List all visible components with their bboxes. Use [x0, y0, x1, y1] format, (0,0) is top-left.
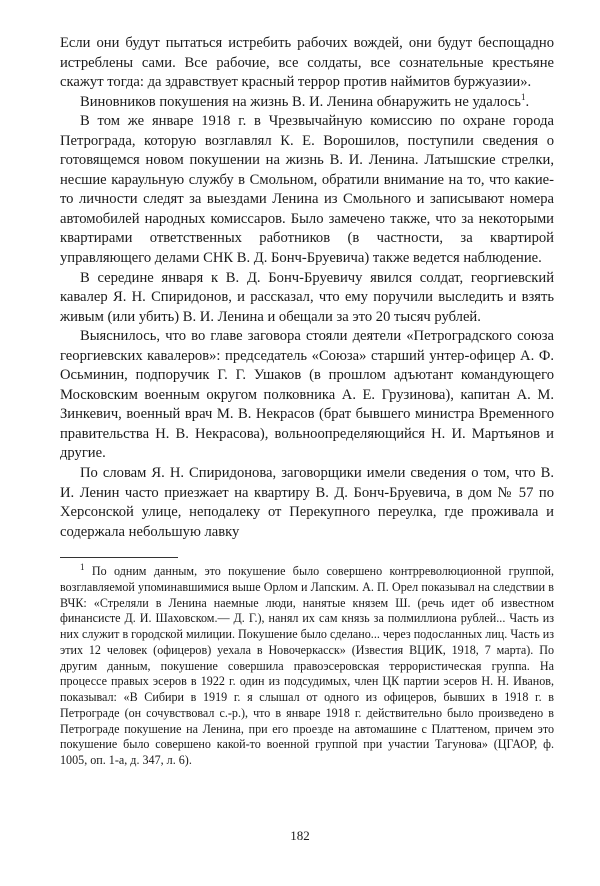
- main-text: [60, 34, 554, 542]
- footnote-text: [60, 564, 554, 769]
- page-number: 182: [290, 828, 310, 843]
- paragraph-2-end: .: [525, 93, 530, 110]
- paragraph-5: Выяснилось, что во главе заговора стояли деятели «Петроградского союза георгиевских кавалеров»: председатель «Союза» старший унтер-офицер А. Ф. Осьминин, подпоручик Г. Г. Ушаков (в прошлом адъютант командующего Московским военным округом полковника А. Е. Грузинова), капитан А. М. Зинкевич, военный врач М. В. Некрасов (брат бывшего министра Временного правительства Н. В. Некрасова), вольноопределяющийся Н. И. Мартьянов и другие.: [60, 328, 554, 462]
- paragraph-6: По словам Я. Н. Спиридонова, заговорщики имели сведения о том, что В. И. Ленин часто приезжает на квартиру В. Д. Бонч-Бруевича, в дом № 57 по Херсонской улице, неподалеку от Перекупного переулка, где проживала и содержала небольшую лавку: [60, 465, 554, 540]
- paragraph-3: В том же январе 1918 г. в Чрезвычайную комиссию по охране города Петрограда, которую возглавлял К. Е. Ворошилов, поступили сведения о готовящемся новом покушении на жизнь В. И. Ленина. Латышские стрелки, несшие караульную службу в Смольном, обратили внимание на то, что какие-то личности следят за выездами Ленина из Смольного и записывают номера автомобилей народных комиссаров. Было замечено также, что за некоторыми квартирами ответственных работников (в частности, за квартирой управляющего делами СНК В. Д. Бонч-Бруевича) также ведется наблюдение.: [60, 113, 554, 267]
- paragraph-2: [60, 93, 554, 113]
- paragraph-1: Если они будут пытаться истребить рабочих вождей, они будут беспощадно истреблены сами. Все рабочие, все солдаты, все сознательные крестьяне скажут тогда: да здравствует красный террор против наймитов буржуазии».: [60, 35, 554, 91]
- paragraph-4: В середине января к В. Д. Бонч-Бруевичу явился солдат, георгиевский кавалер Я. Н. Спиридонов, и рассказал, что ему поручили выследить и взять живым (или убить) В. И. Ленина и обещали за это 20 тысяч рублей.: [60, 269, 554, 325]
- footnote-body: По одним данным, это покушение было совершено контрреволюционной группой, возглавляемой упоминавшимися выше Орлом и Лапским. А. П. Орел показывал на следствии в ВЧК: «Стреляли в Ленина наемные люди, нанятые князем Ш. (речь идет об известном финансисте Д. И. Шаховском.— Д. Г.), нанял их сам князь за полмиллиона рублей... Часть из них служит в городской милиции. Покушение было сделано... через подосланных лиц. Часть из этих 12 человек (офицеров) уехала в Новочеркасск» (Известия ВЦИК, 1918, 7 марта). По другим данным, покушение совершила правоэсеровская террористическая группа. На процессе правых эсеров в 1922 г. один из подсудимых, член ЦК партии эсеров Н. Н. Иванов, показывал: «В Сибири в 1919 г. я слышал от одного из офицеров, бывших в 1918 г. в Петрограде (он сочувствовал с.-р.), что в январе 1918 г. действительно было произведено в Петрограде покушение на Ленина, при его проезде на автомашине с Платтеном, причем это покушение было совершено какой-то военной группой при участии Тагунова» (ЦГАОР, ф. 1005, оп. 1-а, д. 347, л. 6).: [60, 564, 555, 768]
- paragraph-2-text: Виновников покушения на жизнь В. И. Ленина обнаружить не удалось: [80, 93, 521, 110]
- footnote-marker: 1: [80, 562, 85, 573]
- footnote: [60, 564, 554, 769]
- book-page: [60, 34, 554, 769]
- footnote-reference: 1: [520, 91, 526, 102]
- footnote-divider: [60, 557, 178, 558]
